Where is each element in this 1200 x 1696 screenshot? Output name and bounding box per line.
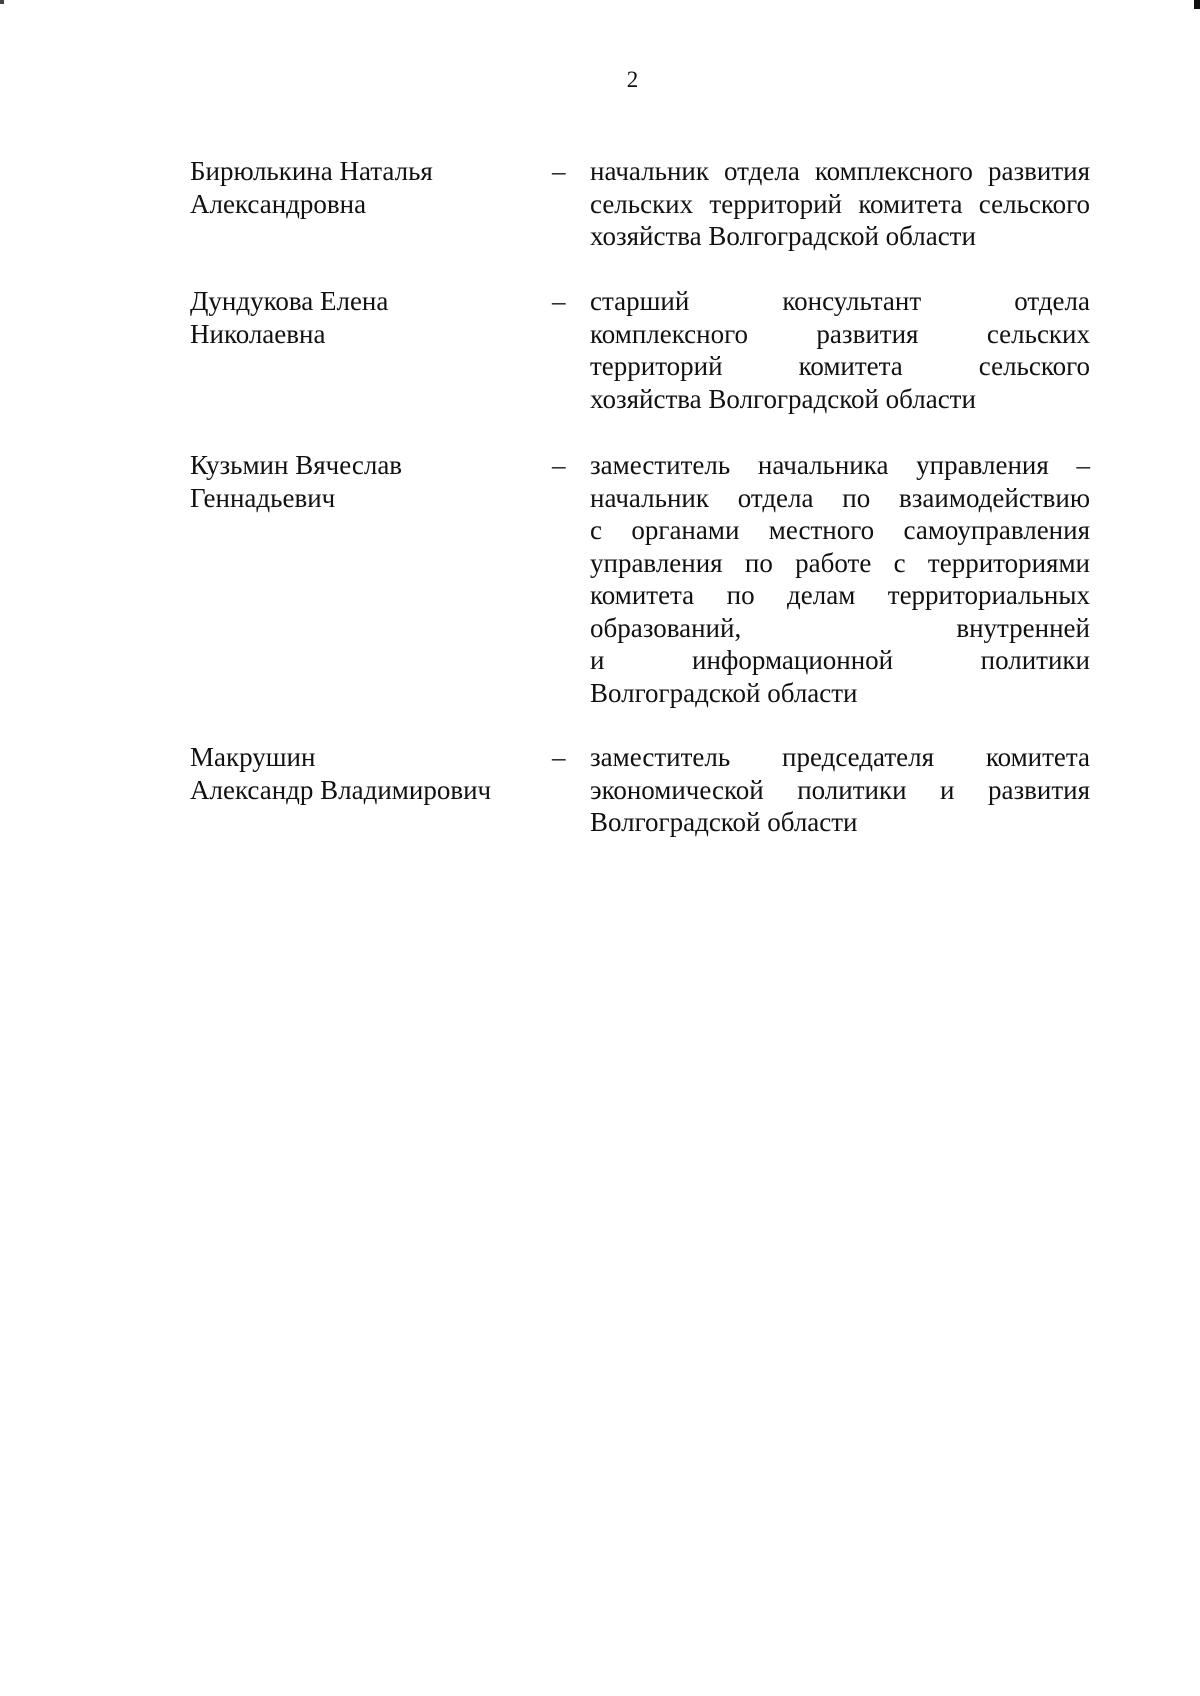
page-number: 2 — [626, 67, 639, 92]
position-line: Волгоградской области — [590, 807, 858, 837]
name-line: Кузьмин Вячеслав — [190, 450, 403, 480]
position-line: экономической политики и развития — [590, 774, 1090, 805]
position-line: хозяйства Волгоградской области — [590, 221, 976, 251]
scan-artifact — [0, 0, 4, 4]
position-line: хозяйства Волгоградской области — [590, 383, 976, 414]
position-line: сельских территорий комитета сельского — [590, 188, 1090, 219]
person-name — [190, 285, 530, 350]
name-line: Бирюлькина Наталья — [190, 156, 433, 186]
name-line: Александровна — [190, 188, 367, 219]
name-line: Геннадьевич — [190, 482, 336, 513]
person-position — [590, 449, 1090, 709]
name-line: Александр Владимирович — [190, 774, 492, 805]
dash-separator: – — [552, 156, 566, 186]
position-line: старший консультант отдела — [590, 286, 1090, 316]
position-line: заместитель начальника управления – — [590, 450, 1090, 480]
position-line: заместитель председателя комитета — [590, 742, 1090, 772]
position-line: образований, внутренней — [590, 612, 1090, 643]
person-name — [190, 449, 530, 514]
person-position — [590, 155, 1090, 253]
dash-separator: – — [552, 286, 566, 316]
position-line: комитета по делам территориальных — [590, 580, 1090, 610]
position-line: с органами местного самоуправления — [590, 515, 1090, 545]
name-line: Макрушин — [190, 742, 316, 772]
position-line: управления по работе с территориями — [590, 547, 1090, 578]
position-line: начальник отдела по взаимодействию — [590, 482, 1090, 513]
person-position — [590, 741, 1090, 839]
position-line: и информационной политики — [590, 645, 1090, 675]
position-line: комплексного развития сельских — [590, 318, 1090, 349]
person-name — [190, 155, 530, 220]
position-line: Волгоградской области — [590, 677, 858, 708]
position-line: начальник отдела комплексного развития — [590, 156, 1090, 186]
name-line: Николаевна — [190, 318, 326, 349]
name-line: Дундукова Елена — [190, 286, 389, 316]
person-name — [190, 741, 530, 806]
position-line: территорий комитета сельского — [590, 351, 1090, 381]
dash-separator: – — [552, 742, 566, 772]
person-position — [590, 285, 1090, 415]
dash-separator: – — [552, 450, 566, 480]
scan-artifact — [1194, 0, 1200, 9]
